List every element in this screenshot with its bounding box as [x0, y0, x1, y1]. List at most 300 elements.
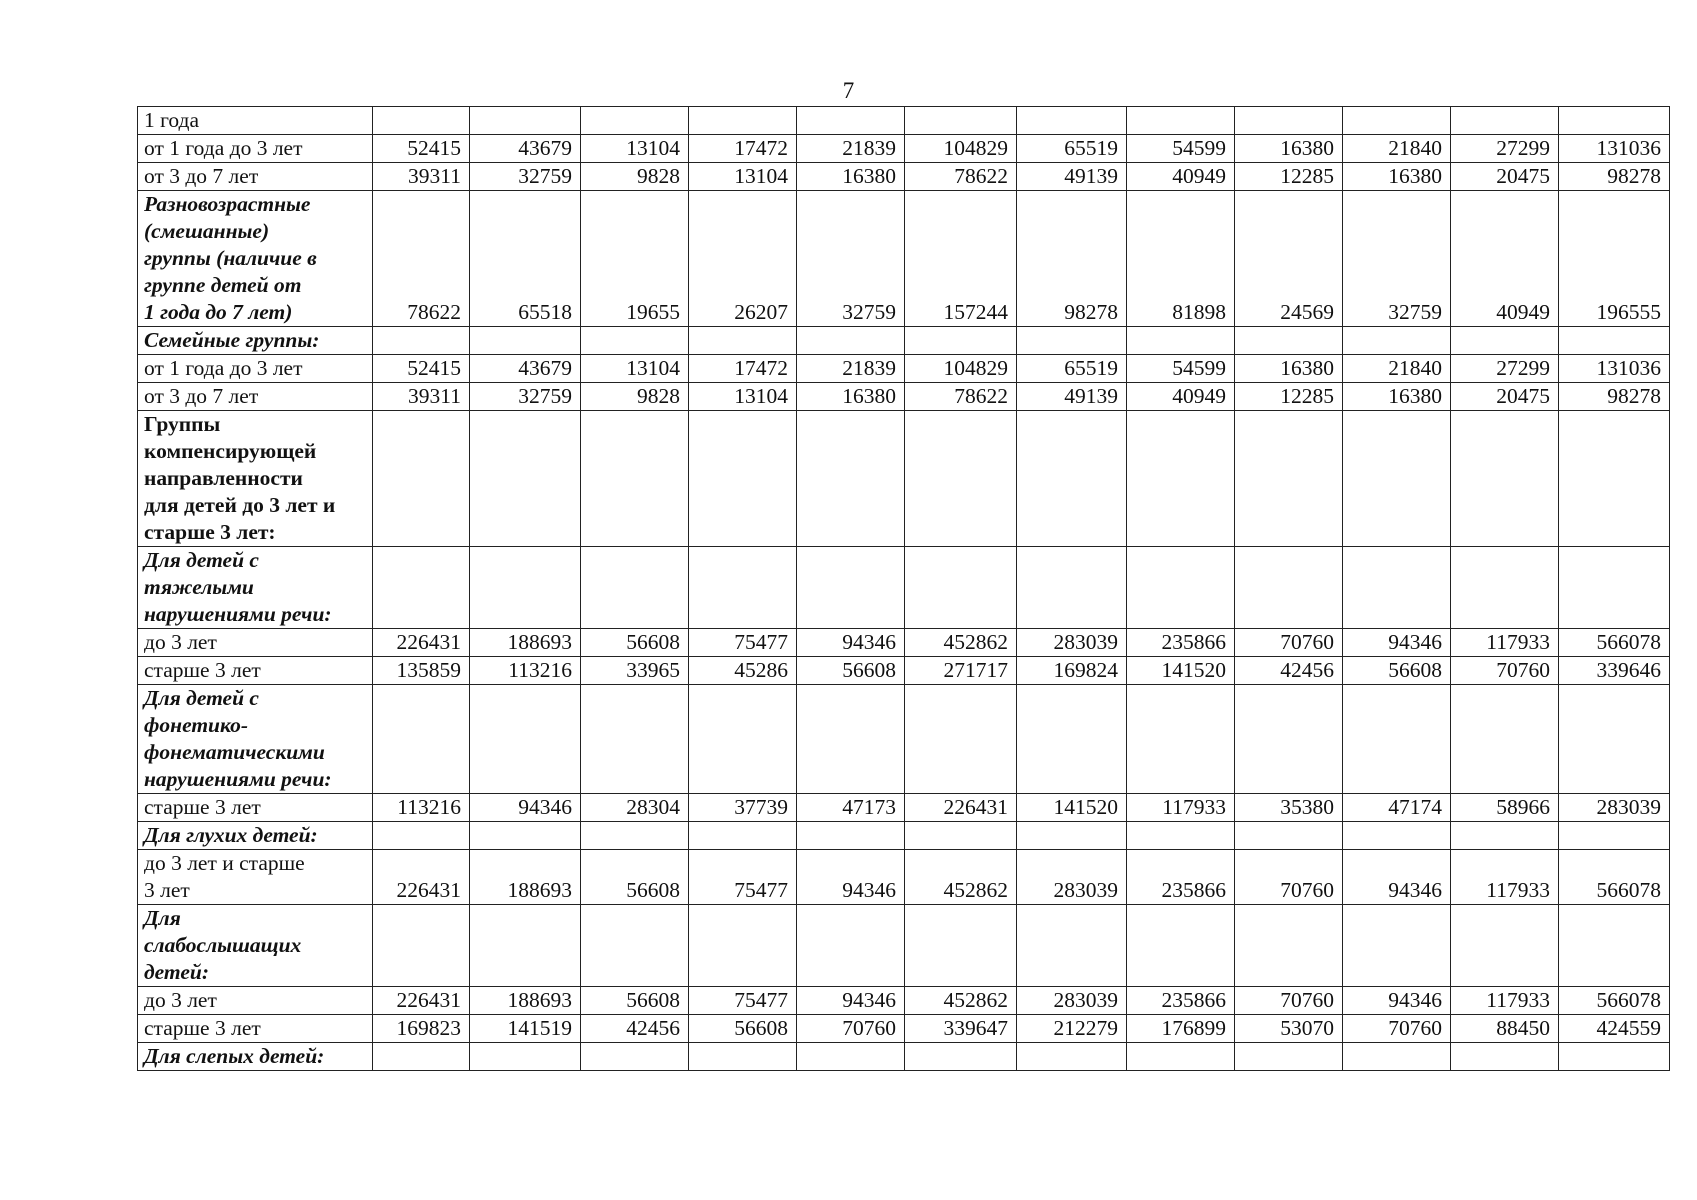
- row-label-line: от 3 до 7 лет: [144, 384, 259, 408]
- table-row: [138, 987, 1670, 1015]
- value-cell: [1127, 327, 1235, 355]
- value-cell: 47173: [797, 794, 905, 822]
- value-cell: 56608: [581, 850, 689, 905]
- row-label-line: от 1 года до 3 лет: [144, 356, 303, 380]
- value-cell: [1127, 685, 1235, 794]
- value-cell: 40949: [1451, 191, 1559, 327]
- value-cell: 24569: [1235, 191, 1343, 327]
- row-label-line: старше 3 лет:: [144, 520, 276, 544]
- value-cell: 39311: [373, 383, 470, 411]
- value-cell: [1559, 1043, 1670, 1071]
- value-cell: 113216: [470, 657, 581, 685]
- row-label-line: 1 года до 7 лет): [144, 300, 293, 324]
- value-cell: 452862: [905, 850, 1017, 905]
- row-label-line: направленности: [144, 466, 303, 490]
- value-cell: [581, 107, 689, 135]
- table-body: [138, 107, 1670, 1071]
- row-label-line: для детей до 3 лет и: [144, 493, 336, 517]
- value-cell: 94346: [797, 850, 905, 905]
- value-cell: [1451, 411, 1559, 547]
- row-label: [138, 355, 373, 383]
- row-label: [138, 383, 373, 411]
- value-cell: 117933: [1451, 850, 1559, 905]
- value-cell: 21840: [1343, 135, 1451, 163]
- value-cell: [1451, 327, 1559, 355]
- value-cell: 117933: [1451, 987, 1559, 1015]
- value-cell: [470, 411, 581, 547]
- value-cell: [1343, 411, 1451, 547]
- row-label-line: Для детей с: [144, 686, 259, 710]
- row-label-line: Для детей с: [144, 548, 259, 572]
- value-cell: [689, 685, 797, 794]
- value-cell: [1343, 1043, 1451, 1071]
- value-cell: 226431: [373, 850, 470, 905]
- value-cell: [581, 822, 689, 850]
- row-label-line: от 3 до 7 лет: [144, 164, 259, 188]
- value-cell: 141519: [470, 1015, 581, 1043]
- value-cell: [581, 411, 689, 547]
- value-cell: 188693: [470, 629, 581, 657]
- value-cell: [689, 905, 797, 987]
- table-row: [138, 383, 1670, 411]
- value-cell: 65519: [1017, 135, 1127, 163]
- value-cell: 94346: [797, 629, 905, 657]
- value-cell: [1017, 411, 1127, 547]
- row-label: [138, 327, 373, 355]
- value-cell: 104829: [905, 355, 1017, 383]
- value-cell: 169823: [373, 1015, 470, 1043]
- value-cell: 104829: [905, 135, 1017, 163]
- value-cell: [1343, 685, 1451, 794]
- value-cell: 17472: [689, 355, 797, 383]
- value-cell: 13104: [689, 383, 797, 411]
- row-label-line: Группы: [144, 412, 221, 436]
- value-cell: [1017, 822, 1127, 850]
- row-label-line: детей:: [144, 960, 210, 984]
- value-cell: 56608: [1343, 657, 1451, 685]
- value-cell: [689, 822, 797, 850]
- value-cell: [1017, 1043, 1127, 1071]
- value-cell: 283039: [1017, 987, 1127, 1015]
- value-cell: [1127, 822, 1235, 850]
- value-cell: 54599: [1127, 355, 1235, 383]
- value-cell: [581, 1043, 689, 1071]
- value-cell: [1127, 411, 1235, 547]
- value-cell: 235866: [1127, 629, 1235, 657]
- value-cell: 131036: [1559, 135, 1670, 163]
- table-row: [138, 685, 1670, 794]
- value-cell: [581, 547, 689, 629]
- table-row: [138, 163, 1670, 191]
- value-cell: 212279: [1017, 1015, 1127, 1043]
- row-label-line: нарушениями речи:: [144, 602, 332, 626]
- value-cell: 16380: [1235, 355, 1343, 383]
- value-cell: [1235, 685, 1343, 794]
- value-cell: [1451, 1043, 1559, 1071]
- value-cell: 75477: [689, 629, 797, 657]
- value-cell: [1343, 905, 1451, 987]
- row-label: [138, 411, 373, 547]
- value-cell: 135859: [373, 657, 470, 685]
- value-cell: [470, 327, 581, 355]
- value-cell: 35380: [1235, 794, 1343, 822]
- cost-table: [137, 106, 1670, 1071]
- value-cell: [373, 822, 470, 850]
- value-cell: 21840: [1343, 355, 1451, 383]
- table-row: [138, 355, 1670, 383]
- value-cell: [905, 905, 1017, 987]
- value-cell: [1235, 547, 1343, 629]
- value-cell: [689, 1043, 797, 1071]
- row-label-line: до 3 лет: [144, 988, 217, 1012]
- row-label-line: нарушениями речи:: [144, 767, 332, 791]
- value-cell: 141520: [1127, 657, 1235, 685]
- value-cell: 75477: [689, 987, 797, 1015]
- value-cell: [470, 905, 581, 987]
- value-cell: 235866: [1127, 850, 1235, 905]
- value-cell: 235866: [1127, 987, 1235, 1015]
- value-cell: [1235, 1043, 1343, 1071]
- value-cell: 226431: [373, 987, 470, 1015]
- value-cell: 32759: [470, 163, 581, 191]
- value-cell: 70760: [1235, 987, 1343, 1015]
- value-cell: 78622: [373, 191, 470, 327]
- value-cell: [797, 107, 905, 135]
- value-cell: [1559, 411, 1670, 547]
- value-cell: 98278: [1559, 383, 1670, 411]
- value-cell: [1451, 822, 1559, 850]
- value-cell: [373, 411, 470, 547]
- value-cell: 43679: [470, 355, 581, 383]
- value-cell: [581, 327, 689, 355]
- value-cell: [1343, 547, 1451, 629]
- value-cell: 271717: [905, 657, 1017, 685]
- row-label-line: фонематическими: [144, 740, 325, 764]
- value-cell: 94346: [470, 794, 581, 822]
- value-cell: 113216: [373, 794, 470, 822]
- row-label-line: старше 3 лет: [144, 795, 261, 819]
- value-cell: [1559, 327, 1670, 355]
- value-cell: 42456: [581, 1015, 689, 1043]
- value-cell: 21839: [797, 135, 905, 163]
- value-cell: [1343, 822, 1451, 850]
- value-cell: 52415: [373, 355, 470, 383]
- value-cell: [689, 107, 797, 135]
- value-cell: [470, 685, 581, 794]
- value-cell: [797, 1043, 905, 1071]
- value-cell: 53070: [1235, 1015, 1343, 1043]
- value-cell: [905, 822, 1017, 850]
- value-cell: [470, 822, 581, 850]
- row-label: [138, 107, 373, 135]
- row-label: [138, 822, 373, 850]
- value-cell: [1017, 905, 1127, 987]
- value-cell: [470, 107, 581, 135]
- value-cell: 339646: [1559, 657, 1670, 685]
- value-cell: 19655: [581, 191, 689, 327]
- value-cell: [373, 1043, 470, 1071]
- value-cell: [1451, 685, 1559, 794]
- value-cell: 188693: [470, 987, 581, 1015]
- row-label: [138, 1043, 373, 1071]
- row-label: [138, 1015, 373, 1043]
- value-cell: [1343, 327, 1451, 355]
- value-cell: [373, 905, 470, 987]
- value-cell: [373, 547, 470, 629]
- value-cell: [581, 905, 689, 987]
- table-row: [138, 657, 1670, 685]
- value-cell: [689, 327, 797, 355]
- value-cell: [581, 685, 689, 794]
- value-cell: 32759: [470, 383, 581, 411]
- value-cell: 452862: [905, 629, 1017, 657]
- value-cell: 283039: [1559, 794, 1670, 822]
- row-label-line: до 3 лет: [144, 630, 217, 654]
- value-cell: [1017, 327, 1127, 355]
- row-label-line: группы (наличие в: [144, 246, 317, 270]
- value-cell: 39311: [373, 163, 470, 191]
- value-cell: [1235, 327, 1343, 355]
- value-cell: 157244: [905, 191, 1017, 327]
- row-label-line: Для глухих детей:: [144, 823, 318, 847]
- value-cell: [905, 1043, 1017, 1071]
- row-label-line: Разновозрастные: [144, 192, 311, 216]
- value-cell: 49139: [1017, 163, 1127, 191]
- row-label-line: Для слепых детей:: [144, 1044, 325, 1068]
- value-cell: 54599: [1127, 135, 1235, 163]
- value-cell: 27299: [1451, 135, 1559, 163]
- row-label-line: 3 лет: [144, 878, 190, 902]
- value-cell: [1235, 411, 1343, 547]
- row-label-line: тяжелыми: [144, 575, 254, 599]
- value-cell: [1559, 107, 1670, 135]
- value-cell: 424559: [1559, 1015, 1670, 1043]
- table-row: [138, 547, 1670, 629]
- row-label-line: старше 3 лет: [144, 658, 261, 682]
- value-cell: [1235, 107, 1343, 135]
- value-cell: 339647: [905, 1015, 1017, 1043]
- value-cell: 13104: [581, 355, 689, 383]
- value-cell: 20475: [1451, 163, 1559, 191]
- value-cell: 37739: [689, 794, 797, 822]
- value-cell: 9828: [581, 383, 689, 411]
- value-cell: 98278: [1017, 191, 1127, 327]
- value-cell: [1559, 822, 1670, 850]
- value-cell: 16380: [1343, 163, 1451, 191]
- row-label: [138, 657, 373, 685]
- value-cell: 52415: [373, 135, 470, 163]
- page-number: 7: [842, 78, 855, 103]
- value-cell: 283039: [1017, 629, 1127, 657]
- table-row: [138, 905, 1670, 987]
- value-cell: 117933: [1451, 629, 1559, 657]
- value-cell: [797, 822, 905, 850]
- value-cell: 58966: [1451, 794, 1559, 822]
- row-label-line: Семейные группы:: [144, 328, 320, 352]
- table-row: [138, 327, 1670, 355]
- row-label-line: до 3 лет и старше: [144, 851, 305, 875]
- row-label: [138, 191, 373, 327]
- value-cell: 28304: [581, 794, 689, 822]
- row-label-line: 1 года: [144, 108, 200, 132]
- value-cell: 13104: [581, 135, 689, 163]
- value-cell: 17472: [689, 135, 797, 163]
- value-cell: [1127, 1043, 1235, 1071]
- value-cell: [689, 411, 797, 547]
- value-cell: 283039: [1017, 850, 1127, 905]
- value-cell: 56608: [689, 1015, 797, 1043]
- value-cell: [373, 327, 470, 355]
- value-cell: 12285: [1235, 383, 1343, 411]
- value-cell: [905, 685, 1017, 794]
- value-cell: [797, 327, 905, 355]
- value-cell: 16380: [1343, 383, 1451, 411]
- row-label: [138, 987, 373, 1015]
- row-label: [138, 850, 373, 905]
- value-cell: [1559, 685, 1670, 794]
- value-cell: 81898: [1127, 191, 1235, 327]
- value-cell: 566078: [1559, 987, 1670, 1015]
- value-cell: [689, 547, 797, 629]
- value-cell: 566078: [1559, 629, 1670, 657]
- value-cell: 40949: [1127, 383, 1235, 411]
- row-label-line: (смешанные): [144, 219, 270, 243]
- value-cell: 16380: [1235, 135, 1343, 163]
- value-cell: 70760: [797, 1015, 905, 1043]
- value-cell: [797, 685, 905, 794]
- row-label: [138, 794, 373, 822]
- value-cell: [905, 327, 1017, 355]
- row-label: [138, 547, 373, 629]
- value-cell: 49139: [1017, 383, 1127, 411]
- value-cell: 47174: [1343, 794, 1451, 822]
- value-cell: 65519: [1017, 355, 1127, 383]
- value-cell: 117933: [1127, 794, 1235, 822]
- value-cell: 94346: [1343, 987, 1451, 1015]
- value-cell: [1127, 547, 1235, 629]
- value-cell: 16380: [797, 383, 905, 411]
- row-label-line: слабослышащих: [144, 933, 302, 957]
- value-cell: [1127, 905, 1235, 987]
- table-row: [138, 1043, 1670, 1071]
- value-cell: 94346: [797, 987, 905, 1015]
- value-cell: [797, 411, 905, 547]
- row-label-line: старше 3 лет: [144, 1016, 261, 1040]
- value-cell: 169824: [1017, 657, 1127, 685]
- value-cell: 27299: [1451, 355, 1559, 383]
- row-label: [138, 629, 373, 657]
- row-label: [138, 135, 373, 163]
- row-label-line: группе детей от: [144, 273, 302, 297]
- value-cell: 9828: [581, 163, 689, 191]
- value-cell: 43679: [470, 135, 581, 163]
- value-cell: 45286: [689, 657, 797, 685]
- value-cell: 70760: [1235, 850, 1343, 905]
- value-cell: [1235, 905, 1343, 987]
- value-cell: 33965: [581, 657, 689, 685]
- value-cell: 94346: [1343, 629, 1451, 657]
- value-cell: [797, 547, 905, 629]
- value-cell: [373, 107, 470, 135]
- value-cell: [905, 107, 1017, 135]
- value-cell: 98278: [1559, 163, 1670, 191]
- value-cell: 566078: [1559, 850, 1670, 905]
- table-row: [138, 629, 1670, 657]
- value-cell: 70760: [1451, 657, 1559, 685]
- row-label-line: компенсирующей: [144, 439, 317, 463]
- value-cell: 88450: [1451, 1015, 1559, 1043]
- value-cell: [1559, 547, 1670, 629]
- row-label-line: от 1 года до 3 лет: [144, 136, 303, 160]
- row-label-line: Для: [144, 906, 181, 930]
- table-row: [138, 850, 1670, 905]
- table-row: [138, 107, 1670, 135]
- value-cell: [1559, 905, 1670, 987]
- table-row: [138, 135, 1670, 163]
- value-cell: [1451, 905, 1559, 987]
- value-cell: [470, 1043, 581, 1071]
- row-label-line: фонетико-: [144, 713, 249, 737]
- value-cell: 13104: [689, 163, 797, 191]
- value-cell: 16380: [797, 163, 905, 191]
- value-cell: 226431: [905, 794, 1017, 822]
- value-cell: [373, 685, 470, 794]
- table-row: [138, 411, 1670, 547]
- value-cell: 75477: [689, 850, 797, 905]
- value-cell: 56608: [581, 629, 689, 657]
- value-cell: 94346: [1343, 850, 1451, 905]
- value-cell: 56608: [581, 987, 689, 1015]
- value-cell: [1235, 822, 1343, 850]
- value-cell: 56608: [797, 657, 905, 685]
- value-cell: 21839: [797, 355, 905, 383]
- row-label: [138, 685, 373, 794]
- value-cell: [1017, 107, 1127, 135]
- value-cell: 78622: [905, 383, 1017, 411]
- value-cell: [797, 905, 905, 987]
- value-cell: 141520: [1017, 794, 1127, 822]
- value-cell: 188693: [470, 850, 581, 905]
- table-row: [138, 822, 1670, 850]
- value-cell: 70760: [1235, 629, 1343, 657]
- row-label: [138, 163, 373, 191]
- value-cell: 32759: [797, 191, 905, 327]
- value-cell: [1343, 107, 1451, 135]
- value-cell: 78622: [905, 163, 1017, 191]
- value-cell: 176899: [1127, 1015, 1235, 1043]
- value-cell: 65518: [470, 191, 581, 327]
- value-cell: 131036: [1559, 355, 1670, 383]
- value-cell: [1451, 107, 1559, 135]
- value-cell: 40949: [1127, 163, 1235, 191]
- value-cell: [905, 547, 1017, 629]
- value-cell: [1017, 685, 1127, 794]
- row-label: [138, 905, 373, 987]
- value-cell: [470, 547, 581, 629]
- value-cell: 196555: [1559, 191, 1670, 327]
- value-cell: [905, 411, 1017, 547]
- table-row: [138, 794, 1670, 822]
- value-cell: 26207: [689, 191, 797, 327]
- value-cell: 226431: [373, 629, 470, 657]
- value-cell: 452862: [905, 987, 1017, 1015]
- value-cell: 32759: [1343, 191, 1451, 327]
- value-cell: 20475: [1451, 383, 1559, 411]
- value-cell: [1017, 547, 1127, 629]
- table-row: [138, 1015, 1670, 1043]
- value-cell: 12285: [1235, 163, 1343, 191]
- value-cell: 42456: [1235, 657, 1343, 685]
